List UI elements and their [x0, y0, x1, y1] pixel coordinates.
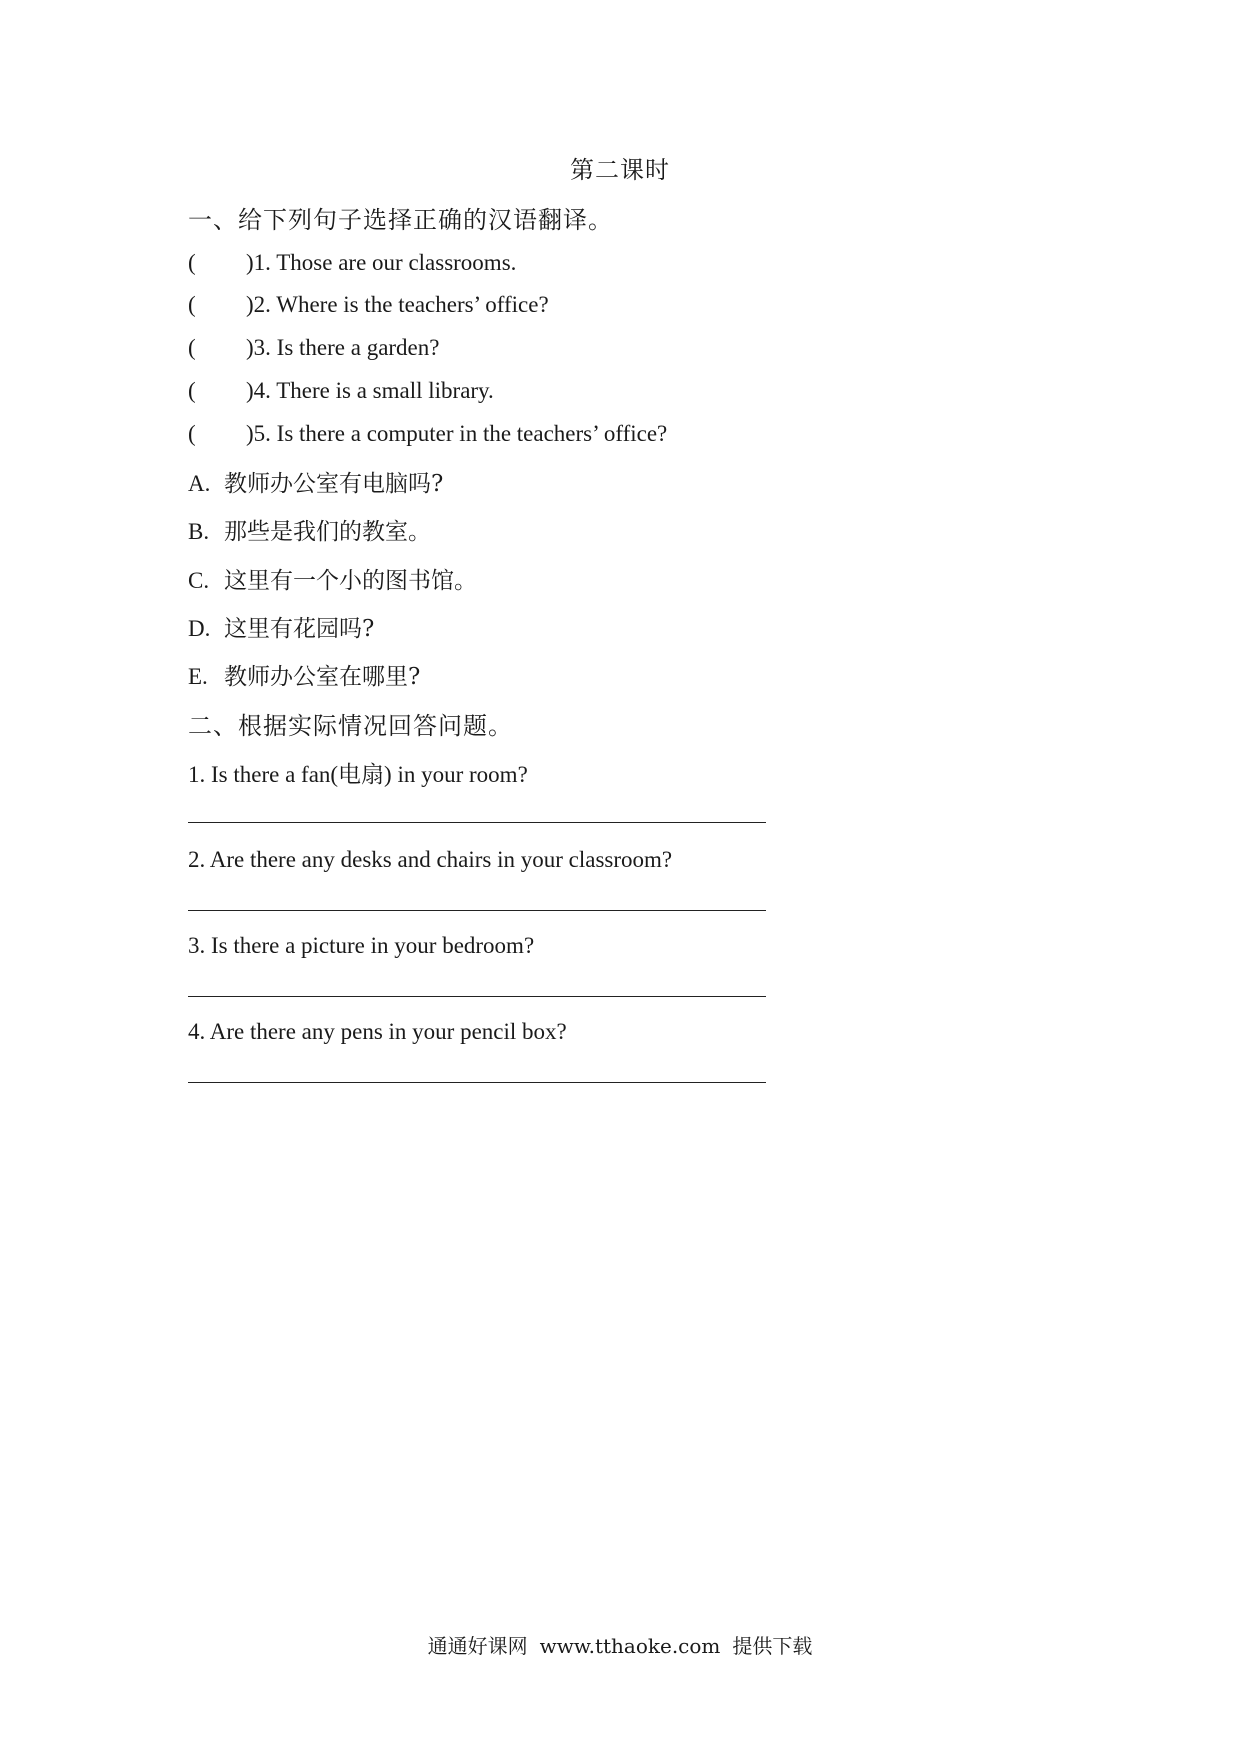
footer-suffix: 提供下载 — [732, 1634, 813, 1658]
answer-line-3[interactable] — [188, 996, 766, 997]
question-text: )3. Is there a garden? — [246, 335, 440, 360]
option-letter: D. — [188, 616, 211, 641]
answer-blank[interactable]: ( — [188, 378, 196, 403]
option-a — [188, 465, 443, 498]
answer-line-4[interactable] — [188, 1082, 766, 1083]
question-text: )2. Where is the teachers’ office? — [246, 292, 549, 317]
translation-question-1 — [188, 250, 516, 276]
answer-question-1: 1. Is there a fan(电扇) in your room? — [188, 762, 528, 787]
option-text: 这里有一个小的图书馆。 — [224, 568, 477, 594]
option-text: 教师办公室有电脑吗? — [224, 471, 444, 497]
option-letter: A. — [188, 471, 211, 496]
answer-line-1[interactable] — [188, 822, 766, 823]
answer-blank[interactable]: ( — [188, 335, 196, 360]
translation-question-4 — [188, 378, 494, 404]
translation-question-2 — [188, 292, 549, 318]
answer-blank[interactable]: ( — [188, 250, 196, 275]
option-letter: B. — [188, 519, 210, 544]
question-text: )1. Those are our classrooms. — [246, 250, 517, 275]
answer-question-3: 3. Is there a picture in your bedroom? — [188, 933, 535, 958]
option-b — [188, 513, 431, 546]
option-d — [188, 610, 374, 643]
option-c — [188, 562, 477, 595]
section1-heading: 一、给下列句子选择正确的汉语翻译。 — [188, 206, 613, 234]
footer — [0, 1630, 1240, 1659]
translation-question-3 — [188, 335, 439, 361]
answer-blank[interactable]: ( — [188, 292, 196, 317]
option-text: 这里有花园吗? — [224, 616, 375, 642]
option-letter: C. — [188, 568, 210, 593]
option-letter: E. — [188, 664, 208, 689]
option-text: 教师办公室在哪里? — [224, 664, 421, 690]
question-text: )5. Is there a computer in the teachers’ office? — [246, 421, 668, 446]
section2-heading: 二、根据实际情况回答问题。 — [188, 712, 513, 740]
footer-url[interactable]: www.tthaoke.com — [539, 1634, 721, 1658]
option-text: 那些是我们的教室。 — [224, 519, 431, 545]
translation-question-5 — [188, 421, 667, 447]
answer-question-2: 2. Are there any desks and chairs in your classroom? — [188, 847, 673, 872]
answer-line-2[interactable] — [188, 910, 766, 911]
footer-site-name: 通通好课网 — [427, 1634, 528, 1658]
option-e — [188, 658, 420, 691]
answer-blank[interactable]: ( — [188, 421, 196, 446]
page-title: 第二课时 — [570, 156, 670, 184]
question-text: )4. There is a small library. — [246, 378, 494, 403]
answer-question-4: 4. Are there any pens in your pencil box? — [188, 1019, 567, 1044]
